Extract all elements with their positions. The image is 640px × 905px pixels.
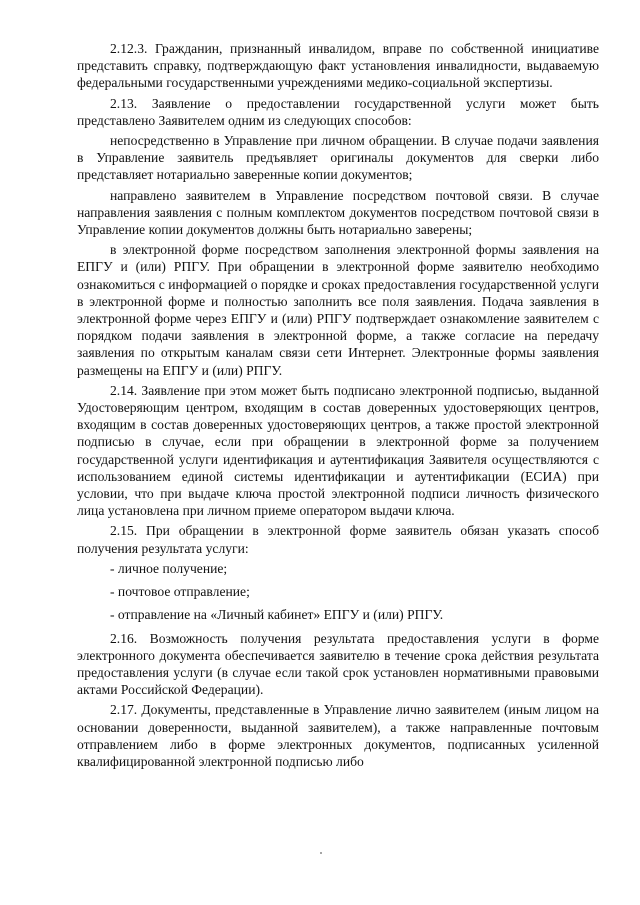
paragraph-2-17: 2.17. Документы, представленные в Управление лично заявителем (иным лицом на основании доверенности, выданной заявителем), а также направленные почтовым отправлением либо в форме электронных документов, подписанных усиленной квалифицированной электронной подписью либо	[77, 702, 599, 769]
list-item-post: - почтовое отправление;	[110, 584, 250, 600]
document-page	[77, 40, 599, 773]
paragraph-2-12-3: 2.12.3. Гражданин, признанный инвалидом, вправе по собственной инициативе представить справку, подтверждающую факт установления инвалидности, выдаваемую федеральными государственными учреждениями медико-социальной экспертизы.	[77, 41, 599, 91]
scan-speck	[320, 852, 322, 854]
paragraph-2-14: 2.14. Заявление при этом может быть подписано электронной подписью, выданной Удостоверяющим центром, входящим в состав доверенных удостоверяющих центров, входящим в состав доверенных удостоверяющих центров, а также простой электронной подписью в случае, если при обращении в электронной форме за получением государственной услуги идентификация и аутентификация Заявителя осуществляются с использованием единой системы идентификации и аутентификации (ЕСИА) при условии, что при выдаче ключа простой электронной подписи личность физического лица установлена при личном приеме оператором выдачи ключа.	[77, 382, 599, 519]
list-item-personal: - личное получение;	[110, 560, 228, 576]
method-post: направлено заявителем в Управление посредством почтовой связи. В случае направления заявления с полным комплектом документов посредством почтовой связи в Управление копии документов должны быть нотариально заверены;	[77, 187, 599, 238]
paragraph-2-15: 2.15. При обращении в электронной форме заявитель обязан указать способ получения результата услуги:	[77, 523, 599, 556]
paragraph-2-13: 2.13. Заявление о предоставлении государственной услуги может быть представлено Заявителем одним из следующих способов:	[77, 95, 599, 128]
method-personal: непосредственно в Управление при личном обращении. В случае подачи заявления в Управление заявитель предъявляет оригиналы документов для сверки либо представляет нотариально заверенные копии документов;	[77, 133, 599, 183]
list-item-cabinet: - отправление на «Личный кабинет» ЕПГУ и (или) РПГУ.	[110, 607, 444, 623]
method-electronic: в электронной форме посредством заполнения электронной формы заявления на ЕПГУ и (или) РПГУ. При обращении в электронной форме заявителю необходимо ознакомиться с информацией о порядке и сроках предоставления государственной услуги в электронной форме и полностью заполнить все поля заявления. Подача заявления в электронной форме через ЕПГУ и (или) РПГУ подтверждает ознакомление заявителем с порядком подачи заявления в электронной форме, а также согласие на передачу заявления по открытым каналам связи сети Интернет. Электронные формы заявления размещены на ЕПГУ и (или) РПГУ.	[77, 242, 599, 378]
paragraph-2-16: 2.16. Возможность получения результата предоставления услуги в форме электронного документа обеспечивается заявителю в течение срока действия результата предоставления услуги (в случае если такой срок установлен нормативными правовыми актами Российской Федерации).	[77, 630, 599, 698]
